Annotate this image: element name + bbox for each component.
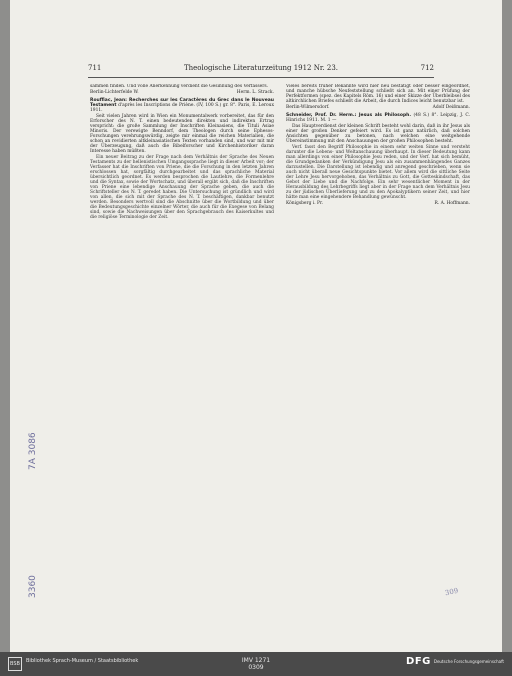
page-number-left: 711 bbox=[88, 64, 102, 72]
right-sig2-name: R. A. Hoffmann. bbox=[434, 201, 470, 206]
left-column bbox=[90, 84, 274, 574]
right-intro: Vieles bereits früher Bekannte wird hier neu bestätigt oder besser eingeordnet, und manche hübsche Neufeststellung schließt sich an. Mit einer Prüfung der Perfektformen (spez. des Kapitels Röm. 16) und einer Skizze der Überbleibsel des altkirchlichen Briefes schließt die Arbeit, die durch Indices leicht benutzbar ist. bbox=[286, 84, 470, 104]
corner-mark: 309 bbox=[443, 586, 459, 598]
left-body-tail: Ein neuer Beitrag zu der Frage nach dem Verhältnis der Sprache des Neuen Testaments zu der hellenistischen Umgangssprache liegt in dieser Arbeit vor; der Verfasser hat die Inschriften von Priene, die die Forschung in den letzten Jahren erschlossen hat, sorgfältig durchgearbeitet und das sprachliche Material übersichtlich geordnet. Es werden besprochen die Lautlehre, die Formenlehre und die Syntax, sowie der Wortschatz, und überall ergibt sich, daß die Inschriften von Priene eine lebendige Anschauung der Sprache geben, die auch die Schriftsteller des N. T. geredet haben. Die Untersuchung ist gründlich und wird von allen, die sich mit der Sprache des N. T. beschäftigen, dankbar benutzt werden. Besonders wertvoll sind die Abschnitte über die Wortbildung und über die Bedeutungsgeschichte einzelner Wörter, die auch für die Exegese von Belang sind, sowie die Nachweisungen über den Sprachgebrauch des Kaiserkultes und die religiöse Terminologie der Zeit. bbox=[90, 155, 274, 220]
shelfmark-stamp: 7A 3086 bbox=[28, 432, 38, 470]
right-sig-place: Berlin-Wilmersdorf. bbox=[286, 105, 330, 110]
dfg-logo[interactable] bbox=[406, 656, 504, 667]
right-body-lead: Das Hauptverdienst der kleinen Schrift besteht wohl darin, daß in ihr Jesus als einer der großen Denker gefeiert wird. Es ist ganz natürlich, daß solchen Ansichten gegenüber zu betonen, nach welchen eine weitgehende Übereinstimmung mit den Anschauungen der großen Philosophen besteht. bbox=[286, 124, 470, 144]
right-body-tail: Verf. fasst den Begriff Philosophie in einem sehr weiten Sinne und versteht darunter die Lebens- und Weltanschauung überhaupt. In dieser Bedeutung kann man allerdings von einer Philosophie Jesu reden, und der Verf. hat sich bemüht, die Grundgedanken der Verkündigung Jesu als ein zusammenhängendes Ganzes darzustellen. Die Darstellung ist lebendig und anregend geschrieben, wenn sie auch nicht überall neue Gesichtspunkte bietet. Vor allem wird die sittliche Seite der Lehre Jesu hervorgehoben, das Verhältnis zu Gott, die Gotteskindschaft, das Gebot der Liebe und die Nachfolge. Ein sehr wesentlicher Moment in der Herausbildung des Lehrbegriffs liegt aber in der Frage nach dem Verhältnis Jesu zu der jüdischen Überlieferung und zu den Apokalyptikern seiner Zeit, und hier hätte man eine eingehendere Behandlung gewünscht. bbox=[286, 145, 470, 200]
library-logo-icon[interactable]: BSB bbox=[8, 657, 22, 671]
scanned-page bbox=[10, 0, 502, 652]
page-header bbox=[88, 64, 434, 78]
number-stamp: 3360 bbox=[28, 575, 38, 598]
right-sig-name: Adolf Deißmann. bbox=[432, 105, 470, 110]
right-sig2-place: Königsberg i. Pr. bbox=[286, 201, 323, 206]
left-intro: sammen finden. Und volle Anerkennung verdient die Gesinnung des Verfassers. bbox=[90, 84, 269, 89]
page-number-right: 712 bbox=[420, 64, 434, 72]
header-rule bbox=[88, 77, 434, 78]
right-review-title: Schneider, Prof. Dr. Herm.: Jesus als Philosoph. bbox=[286, 113, 412, 118]
left-signature bbox=[90, 90, 274, 95]
left-sig-place: Berlin-Lichterfelde W. bbox=[90, 90, 139, 95]
image-id-line1: IMV 1271 bbox=[241, 657, 271, 664]
right-column bbox=[286, 84, 470, 574]
image-id-line2: 0309 bbox=[248, 664, 264, 671]
journal-title: Theologische Literaturzeitung 1912 Nr. 23. bbox=[183, 64, 339, 72]
left-review-heading bbox=[90, 98, 274, 113]
library-name: Bibliothek Sprach-Museum / Staatsbibliothek bbox=[26, 658, 139, 664]
dfg-logo-icon: DFG bbox=[406, 656, 431, 667]
dfg-logo-text: Deutsche Forschungsgemeinschaft bbox=[433, 659, 504, 664]
right-review-heading bbox=[286, 113, 470, 123]
right-review-details: (48 S.) 8°. Leipzig, J. C. Hinrichs 1911. M. 1 — bbox=[286, 113, 470, 123]
right-signature-2 bbox=[286, 201, 470, 206]
viewer-footer bbox=[0, 652, 512, 676]
left-sig-name: Herm. L. Strack. bbox=[236, 90, 274, 95]
left-body-lead: Seit vielen Jahren wird in Wien ein Monumentalwerk vorbereitet, das für den Erforscher des N. T. einen bedeutenden direkten und indirekten Ertrag verspricht: die große Sammlung der Inschriften Kleinasiens, die Tituli Asiae Minoris. Der verewigte Benndorf, dem Theologen durch seine Ephesos-Forschungen verehrungswürdig, zeigte mir einmal die reichen Materialien, die schon an revidierten altkleinasiatischen Texten vorhanden sind, und war mit mir der Überzeugung, daß auch die Bibelforscher und Kirchenhistoriker daran Interesse haben müßten. bbox=[90, 114, 274, 154]
right-signature bbox=[286, 105, 470, 110]
left-review-details: d'après les Inscriptions de Priène. (IV, 100 S.) gr. 8°. Paris, E. Leroux 1911. bbox=[90, 103, 274, 113]
left-review-title: Rouffiac, Jean: Recherches sur les Caractères du Grec dans le Nouveau Testament bbox=[90, 98, 274, 108]
